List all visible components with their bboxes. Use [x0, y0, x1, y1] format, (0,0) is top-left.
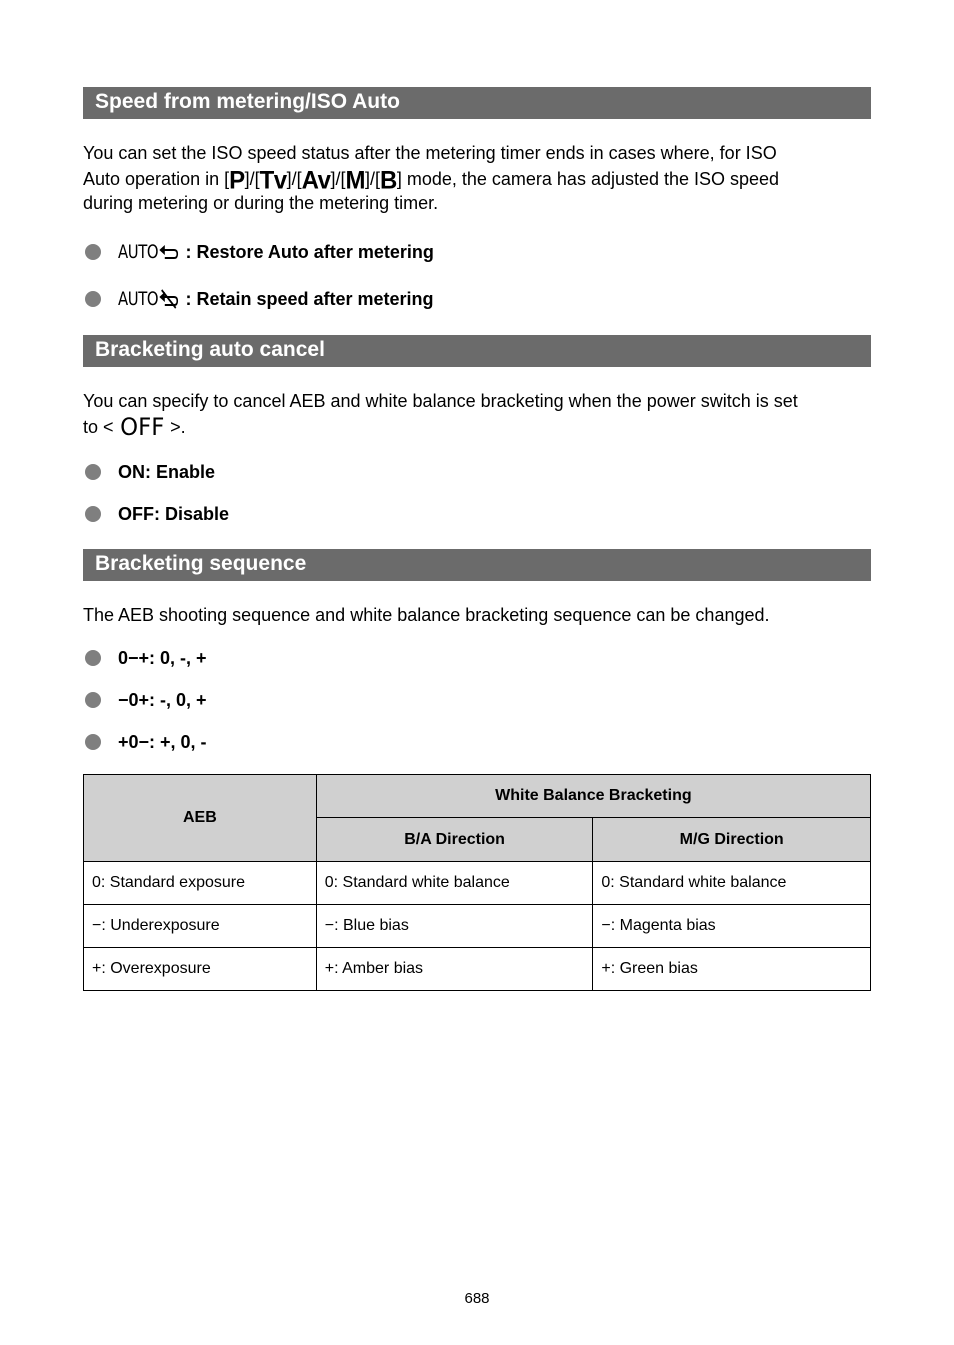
return-arrow-icon: [159, 242, 179, 262]
separator: ]/[: [364, 169, 380, 189]
section-title: Bracketing sequence: [95, 552, 307, 575]
text-fragment: to <: [83, 417, 114, 437]
bullet-dot: [85, 464, 101, 480]
section-heading-bracketing-sequence: [83, 549, 871, 581]
bullet-dot: [85, 291, 101, 307]
header-white-balance-bracketing: White Balance Bracketing: [316, 775, 870, 818]
text-line: You can specify to cancel AEB and white balance bracketing when the power switch is set: [83, 391, 798, 411]
mode-b-icon: B: [380, 166, 397, 195]
section-heading-bracketing-auto-cancel: [83, 335, 871, 367]
text-line-off: [83, 415, 863, 439]
separator: ]/[: [286, 169, 302, 189]
return-arrow-crossed-icon: [159, 289, 179, 309]
mode-p-icon: P: [229, 166, 245, 195]
list-item-retain-speed: [85, 287, 434, 311]
table-cell: 0: Standard white balance: [316, 862, 593, 905]
list-item-on-enable: [85, 460, 215, 484]
list-item-sequence-1: [85, 646, 207, 670]
mode-tv-icon: Tv: [259, 166, 287, 195]
header-mg-direction: M/G Direction: [593, 818, 871, 862]
mode-m-icon: M: [345, 166, 365, 195]
auto-icon-label: AUTO: [118, 241, 159, 263]
power-off-icon: OFF: [119, 413, 164, 441]
bullet-dot: [85, 734, 101, 750]
table-header-row: [84, 775, 871, 818]
table-cell: −: Blue bias: [316, 905, 593, 948]
section-title: Speed from metering/ISO Auto: [95, 90, 400, 113]
list-item-sequence-3: [85, 730, 207, 754]
text-fragment: >.: [170, 417, 186, 437]
header-ba-direction: B/A Direction: [316, 818, 593, 862]
text-line: during metering or during the metering timer.: [83, 193, 439, 213]
table-cell: 0: Standard exposure: [84, 862, 317, 905]
bullet-dot: [85, 692, 101, 708]
table-cell: +: Overexposure: [84, 948, 317, 991]
header-aeb: AEB: [84, 775, 317, 862]
table-row: [84, 948, 871, 991]
option-label: 0−+: 0, -, +: [118, 647, 207, 668]
table-cell: −: Underexposure: [84, 905, 317, 948]
separator: ]/[: [244, 169, 260, 189]
table-cell: +: Green bias: [593, 948, 871, 991]
section-title: Bracketing auto cancel: [95, 338, 325, 361]
mode-av-icon: Av: [301, 166, 331, 195]
bracket-sequence-description: The AEB shooting sequence and white balance bracketing sequence can be changed.: [83, 605, 770, 625]
section-heading-speed-from-metering: [83, 87, 871, 119]
option-label: OFF: Disable: [118, 503, 230, 524]
option-label: : Retain speed after metering: [185, 288, 434, 309]
table-cell: −: Magenta bias: [593, 905, 871, 948]
bracket-cancel-description: [83, 389, 863, 439]
table-cell: +: Amber bias: [316, 948, 593, 991]
table-cell: 0: Standard white balance: [593, 862, 871, 905]
table-row: [84, 862, 871, 905]
auto-retain-icon: [118, 288, 179, 310]
option-label: −0+: -, 0, +: [118, 689, 207, 710]
list-item-restore-auto: [85, 240, 434, 264]
page-number: 688: [464, 1290, 490, 1307]
text-fragment: Auto operation in [: [83, 169, 230, 189]
bullet-dot: [85, 506, 101, 522]
text-fragment: ] mode, the camera has adjusted the ISO speed: [396, 169, 780, 189]
bullet-dot: [85, 650, 101, 666]
text-line: You can set the ISO speed status after the metering timer ends in cases where, for ISO: [83, 143, 777, 163]
bullet-dot: [85, 244, 101, 260]
option-label: : Restore Auto after metering: [185, 241, 434, 262]
speed-description: [83, 141, 863, 215]
option-label: +0−: +, 0, -: [118, 731, 207, 752]
text-line-modes: [83, 167, 863, 193]
option-label: ON: Enable: [118, 461, 216, 482]
separator: ]/[: [330, 169, 346, 189]
auto-icon-label: AUTO: [118, 288, 159, 310]
list-item-sequence-2: [85, 688, 207, 712]
bracketing-table: [83, 774, 871, 991]
table-row: [84, 905, 871, 948]
list-item-off-disable: [85, 502, 229, 526]
auto-restore-icon: [118, 241, 179, 263]
